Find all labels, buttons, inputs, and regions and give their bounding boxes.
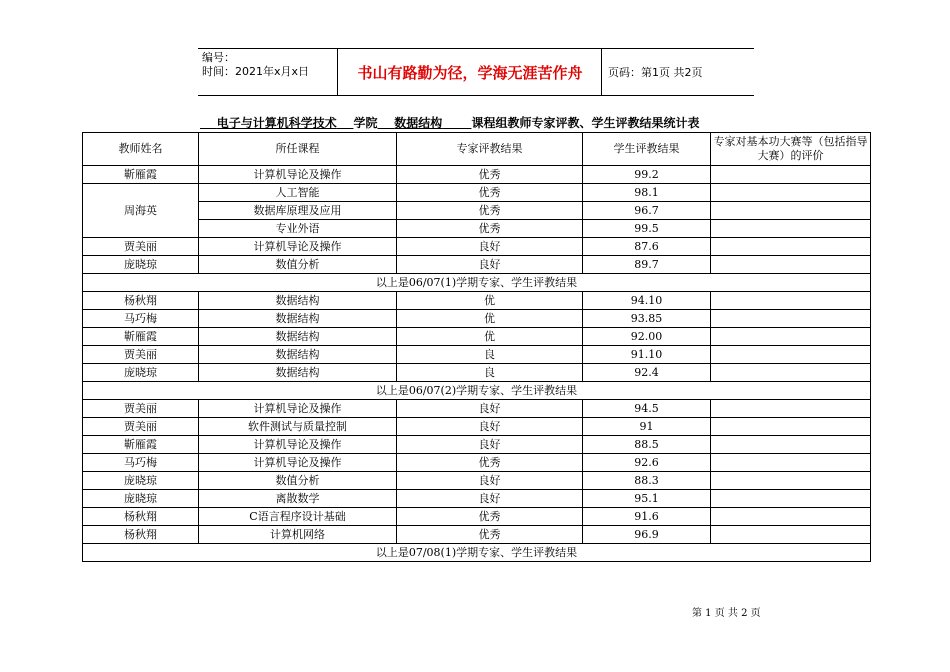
semester-separator-row: 以上是06/07(2)学期专家、学生评教结果 [83,382,871,400]
title-college-suffix: 学院 [353,116,378,130]
col-teacher: 教师姓名 [83,133,199,166]
page-footer: 第 1 页 共 2 页 [692,608,761,619]
table-row: 杨秋翔 计算机网络 优秀 96.9 [83,526,871,544]
table-row: 周海英 人工智能 优秀 98.1 [83,184,871,202]
table-row: 杨秋翔 数据结构 优 94.10 [83,292,871,310]
table-row: 庞晓琼 数值分析 良好 89.7 [83,256,871,274]
table-row: 靳雁霞 数据结构 优 92.00 [83,328,871,346]
header-slogan: 书山有路勤为径，学海无涯苦作舟 [339,49,602,95]
page-label: 页码：第1页 共2页 [608,66,703,79]
table-row: 贾美丽 数据结构 良 91.10 [83,346,871,364]
table-row: 庞晓琼 数据结构 良 92.4 [83,364,871,382]
table-row: 靳雁霞 计算机导论及操作 良好 88.5 [83,436,871,454]
table-row: 贾美丽 计算机导论及操作 良好 87.6 [83,238,871,256]
col-course: 所任课程 [199,133,397,166]
evaluation-table [82,132,871,562]
table-row: 数据库原理及应用 优秀 96.7 [83,202,871,220]
table-header-row [83,133,871,166]
header-meta [198,49,338,95]
table-row: 杨秋翔 C语言程序设计基础 优秀 91.6 [83,508,871,526]
table-row: 专业外语 优秀 99.5 [83,220,871,238]
time-label: 时间：2021年x月x日 [202,65,310,78]
table-row: 贾美丽 计算机导论及操作 良好 94.5 [83,400,871,418]
col-expert: 专家评教结果 [397,133,583,166]
table-row: 庞晓琼 离散数学 良好 95.1 [83,490,871,508]
page-title [200,114,760,131]
col-contest-eval: 专家对基本功大赛等（包括指导大赛）的评价 [711,133,871,166]
table-row: 马巧梅 数据结构 优 93.85 [83,310,871,328]
col-student: 学生评教结果 [583,133,711,166]
table-row: 庞晓琼 数值分析 良好 88.3 [83,472,871,490]
title-rest: 课程组教师专家评教、学生评教结果统计表 [471,116,700,130]
semester-separator-row: 以上是07/08(1)学期专家、学生评教结果 [83,544,871,562]
number-label: 编号： [202,51,235,64]
table-row: 贾美丽 软件测试与质量控制 良好 91 [83,418,871,436]
document-header [198,48,754,96]
table-row: 马巧梅 计算机导论及操作 优秀 92.6 [83,454,871,472]
semester-separator-row: 以上是06/07(1)学期专家、学生评教结果 [83,274,871,292]
title-course: 数据结构 [394,116,443,130]
table-row: 靳雁霞 计算机导论及操作 优秀 99.2 [83,166,871,184]
title-college: 电子与计算机科学技术 [216,116,337,130]
